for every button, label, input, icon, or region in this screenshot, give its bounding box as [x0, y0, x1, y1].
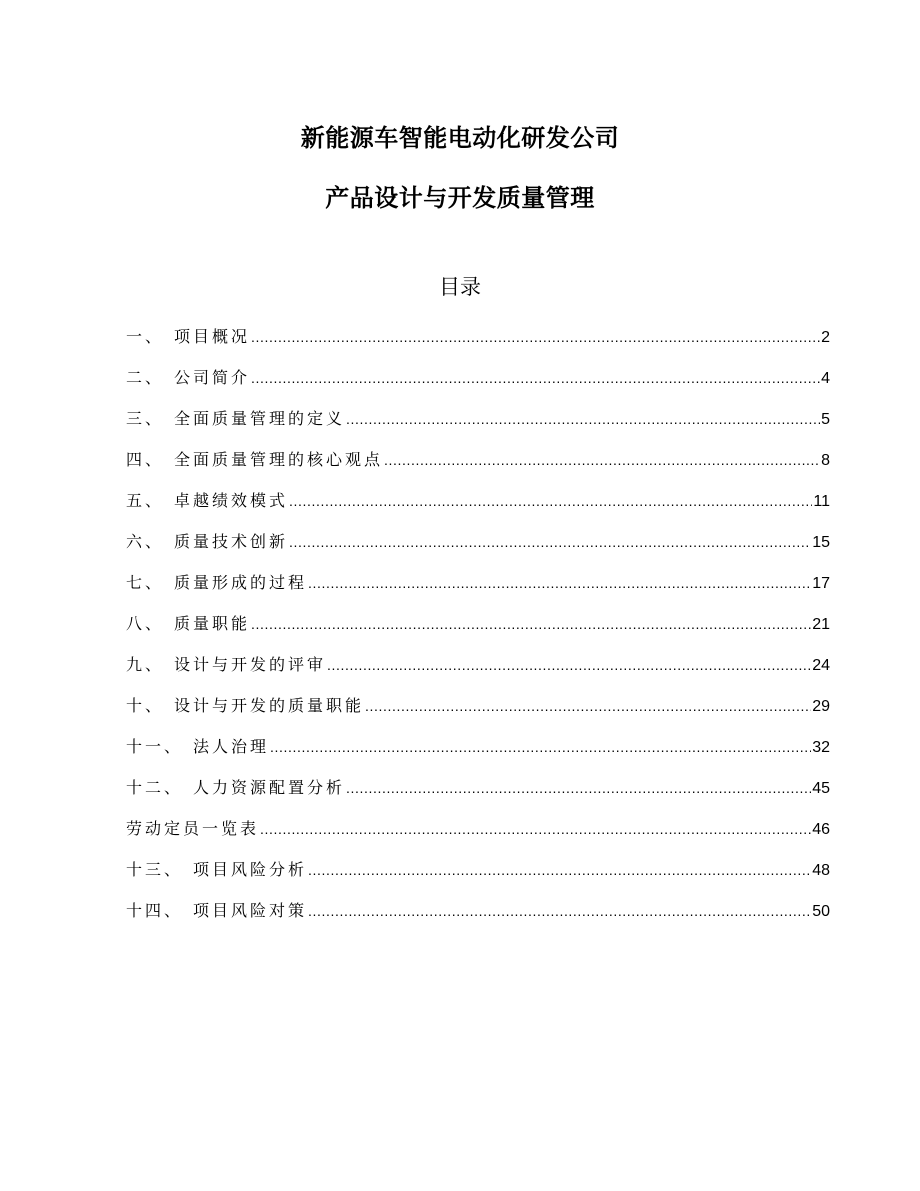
toc-entry-8[interactable] — [126, 609, 830, 650]
toc-dot-leader — [289, 527, 811, 557]
toc-entry-label: 全面质量管理的核心观点 — [174, 450, 384, 469]
toc-entry-page: 8 — [821, 452, 830, 469]
toc-entry-6[interactable] — [126, 527, 830, 568]
toc-entry-number: 一、 — [126, 327, 165, 346]
toc-dot-leader — [346, 773, 811, 803]
toc-entry-page: 15 — [812, 534, 830, 551]
toc-entry-label: 项目风险分析 — [193, 860, 308, 879]
toc-entry-label: 设计与开发的评审 — [174, 655, 327, 674]
toc-entry-page: 4 — [821, 370, 830, 387]
document-subtitle: 产品设计与开发质量管理 — [325, 184, 595, 212]
toc-entry-number: 十三、 — [126, 860, 184, 879]
toc-entry-13[interactable] — [126, 814, 830, 855]
toc-entry-number: 八、 — [126, 614, 165, 633]
toc-entry-page: 11 — [813, 493, 830, 510]
toc-dot-leader — [270, 732, 811, 762]
toc-entry-label: 卓越绩效模式 — [174, 491, 289, 510]
toc-entry-15[interactable] — [126, 896, 830, 937]
toc-entry-4[interactable] — [126, 445, 830, 486]
toc-entry-page: 2 — [821, 329, 830, 346]
toc-dot-leader — [251, 609, 811, 639]
toc-entry-number: 十、 — [126, 696, 165, 715]
toc-entry-number: 七、 — [126, 573, 165, 592]
toc-entry-page: 48 — [812, 862, 830, 879]
toc-entry-number: 二、 — [126, 368, 165, 387]
toc-entry-10[interactable] — [126, 691, 830, 732]
toc-entry-page: 46 — [812, 821, 830, 838]
toc-entry-page: 32 — [812, 739, 830, 756]
toc-entry-label: 公司简介 — [174, 368, 251, 387]
toc-dot-leader — [308, 855, 811, 885]
toc-dot-leader — [365, 691, 811, 721]
toc-entry-12[interactable] — [126, 773, 830, 814]
document-title: 新能源车智能电动化研发公司 — [300, 124, 620, 152]
toc-entry-number: 十二、 — [126, 778, 184, 797]
toc-entry-5[interactable] — [126, 486, 830, 527]
toc-entry-label: 全面质量管理的定义 — [174, 409, 346, 428]
toc-entry-14[interactable] — [126, 855, 830, 896]
toc-entry-page: 45 — [812, 780, 830, 797]
toc-dot-leader — [260, 814, 811, 844]
toc-entry-page: 50 — [812, 903, 830, 920]
table-of-contents — [126, 322, 830, 937]
toc-dot-leader — [251, 322, 820, 352]
toc-entry-page: 17 — [812, 575, 830, 592]
toc-entry-3[interactable] — [126, 404, 830, 445]
toc-entry-page: 5 — [821, 411, 830, 428]
toc-entry-number: 五、 — [126, 491, 165, 510]
toc-entry-label: 质量职能 — [174, 614, 251, 633]
toc-dot-leader — [384, 445, 820, 475]
toc-dot-leader — [346, 404, 820, 434]
toc-entry-label: 项目风险对策 — [193, 901, 308, 920]
toc-entry-number: 十四、 — [126, 901, 184, 920]
toc-dot-leader — [251, 363, 820, 393]
toc-entry-9[interactable] — [126, 650, 830, 691]
toc-dot-leader — [289, 486, 812, 516]
toc-entry-page: 24 — [812, 657, 830, 674]
toc-entry-1[interactable] — [126, 322, 830, 363]
toc-entry-number: 四、 — [126, 450, 165, 469]
toc-entry-label: 设计与开发的质量职能 — [174, 696, 365, 715]
toc-entry-label: 人力资源配置分析 — [193, 778, 346, 797]
toc-entry-7[interactable] — [126, 568, 830, 609]
toc-dot-leader — [327, 650, 811, 680]
toc-entry-label: 法人治理 — [193, 737, 270, 756]
toc-heading: 目录 — [439, 275, 481, 299]
toc-entry-page: 21 — [812, 616, 830, 633]
toc-entry-label: 项目概况 — [174, 327, 251, 346]
toc-entry-number: 九、 — [126, 655, 165, 674]
toc-entry-page: 29 — [812, 698, 830, 715]
toc-entry-number: 三、 — [126, 409, 165, 428]
toc-entry-2[interactable] — [126, 363, 830, 404]
toc-entry-number: 六、 — [126, 532, 165, 551]
toc-dot-leader — [308, 896, 811, 926]
toc-entry-label: 劳动定员一览表 — [126, 819, 260, 838]
toc-entry-label: 质量技术创新 — [174, 532, 289, 551]
toc-entry-label: 质量形成的过程 — [174, 573, 308, 592]
toc-entry-number: 十一、 — [126, 737, 184, 756]
toc-dot-leader — [308, 568, 811, 598]
toc-entry-11[interactable] — [126, 732, 830, 773]
